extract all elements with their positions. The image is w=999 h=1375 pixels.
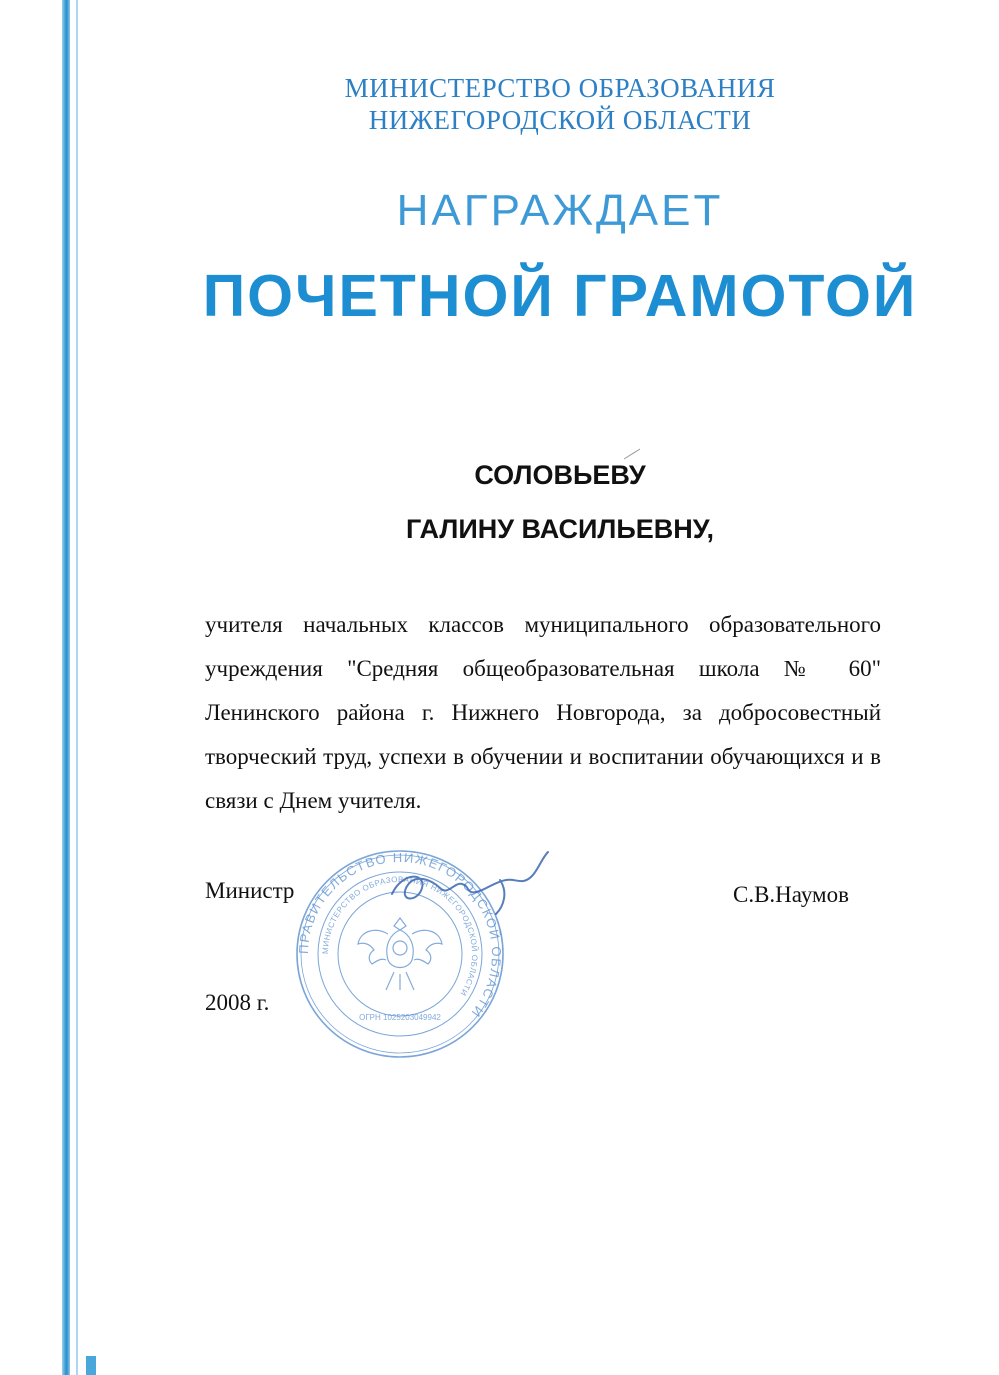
issuer-line-2: НИЖЕГОРОДСКОЙ ОБЛАСТИ bbox=[368, 105, 752, 135]
recipient-surname: СОЛОВЬЕВУ bbox=[474, 460, 646, 490]
border-corner-mark bbox=[86, 1356, 96, 1375]
recipient-given-names: ГАЛИНУ ВАСИЛЬЕВНУ, bbox=[405, 514, 715, 544]
pen-mark bbox=[622, 447, 642, 461]
signatory-title: Министр bbox=[205, 878, 295, 903]
awards-heading: НАГРАЖДАЕТ bbox=[396, 186, 724, 235]
left-border-stripe bbox=[62, 0, 70, 1375]
seal-inner-text: МИНИСТЕРСТВО ОБРАЗОВАНИЯ НИЖЕГОРОДСКОЙ ОБЛАСТИ bbox=[320, 874, 480, 998]
double-headed-eagle-emblem bbox=[358, 918, 442, 990]
award-type-heading: ПОЧЕТНОЙ ГРАМОТОЙ bbox=[202, 263, 918, 329]
seal-outer-text: ПРАВИТЕЛЬСТВО НИЖЕГОРОДСКОЙ ОБЛАСТИ bbox=[295, 849, 505, 1021]
handwritten-signature bbox=[380, 850, 580, 920]
left-border-thin-stripe bbox=[76, 0, 78, 1375]
signatory-name: С.В.Наумов bbox=[733, 882, 849, 907]
issuer-line-1: МИНИСТЕРСТВО ОБРАЗОВАНИЯ bbox=[344, 73, 776, 103]
issue-year: 2008 г. bbox=[205, 990, 270, 1015]
citation-text: учителя начальных классов муниципального образовательного учреждения "Средняя общеобразовательная школа № 60" Ленинского района г. Нижнего Новгорода, за добросовестный творческий труд, успехи в обучении и воспитании обучающихся и в связи с Днем учителя. bbox=[205, 612, 881, 813]
seal-registration-number: ОГРН 1025203049942 bbox=[359, 1013, 441, 1022]
issuer-heading bbox=[300, 72, 820, 136]
